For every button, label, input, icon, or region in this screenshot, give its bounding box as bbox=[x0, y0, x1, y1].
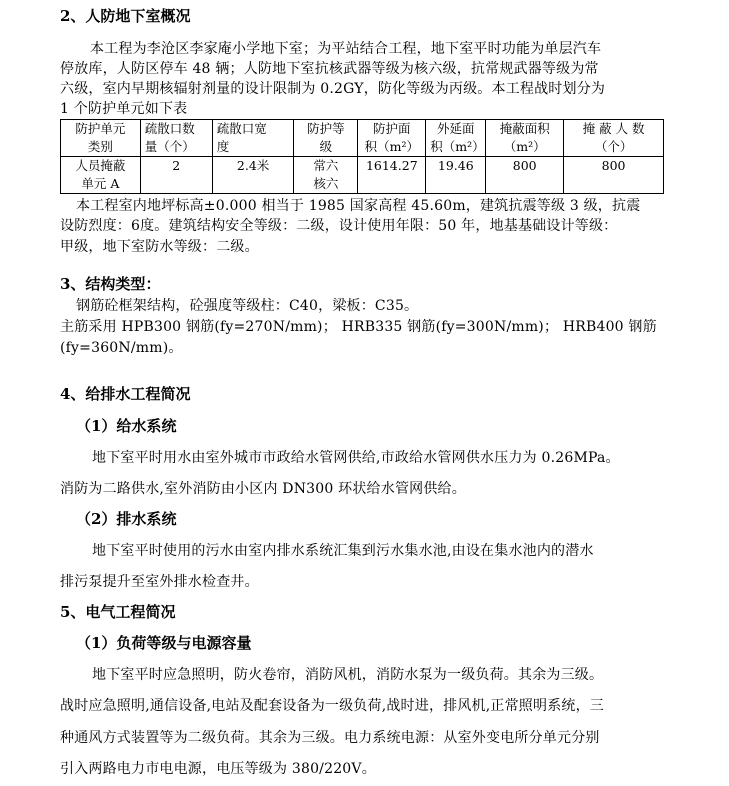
table-header-cell: 疏散口数 量（个） bbox=[140, 120, 212, 157]
section-4-heading: 4、给排水工程简况 bbox=[60, 385, 191, 403]
paragraph-line: 主筋采用 HPB300 钢筋(fy=270N/mm)； HRB335 钢筋(fy=300N/mm)； HRB400 钢筋 bbox=[60, 319, 657, 335]
table-header-cell: 外延面 积（m²） bbox=[426, 120, 486, 157]
table-row bbox=[61, 157, 664, 194]
paragraph-line: 本工程为李沧区李家庵小学地下室；为平站结合工程，地下室平时功能为单层汽车 bbox=[90, 41, 602, 57]
protection-unit-table bbox=[60, 119, 664, 194]
table-cell: 人员掩蔽 单元 A bbox=[61, 157, 141, 194]
table-header-cell: 掩蔽面积 （m²） bbox=[486, 120, 564, 157]
paragraph-line: 1 个防护单元如下表 bbox=[60, 101, 188, 117]
table-cell: 2 bbox=[140, 157, 212, 194]
table-cell: 1614.27 bbox=[358, 157, 426, 194]
table-header-cell: 疏散口宽 度 bbox=[212, 120, 294, 157]
table-cell: 800 bbox=[486, 157, 564, 194]
table-cell: 800 bbox=[564, 157, 664, 194]
paragraph-line: 排污泵提升至室外排水检查井。 bbox=[60, 574, 259, 590]
paragraph-line: 本工程室内地坪标高±0.000 相当于 1985 国家高程 45.60m，建筑抗震等级 3 级，抗震 bbox=[76, 198, 641, 214]
paragraph-line: 种通风方式装置等为二级负荷。其余为三级。电力系统电源：从室外变电所分单元分别 bbox=[60, 730, 600, 746]
table-header-cell: 防护等 级 bbox=[294, 120, 358, 157]
section-2-heading: 2、人防地下室概况 bbox=[60, 7, 191, 25]
table-cell: 常六 核六 bbox=[294, 157, 358, 194]
paragraph-line: 设防烈度：6度。建筑结构安全等级：二级，设计使用年限：50 年，地基基础设计等级： bbox=[60, 218, 618, 234]
paragraph-line: 地下室平时使用的污水由室内排水系统汇集到污水集水池,由设在集水池内的潜水 bbox=[92, 543, 594, 559]
paragraph-line: 停放库，人防区停车 48 辆；人防地下室抗核武器等级为核六级，抗常规武器等级为常 bbox=[60, 61, 599, 77]
paragraph-line: 地下室平时用水由室外城市市政给水管网供给,市政给水管网供水压力为 0.26MPa。 bbox=[92, 450, 620, 466]
section-5-heading: 5、电气工程简况 bbox=[60, 603, 176, 621]
water-supply-heading: （1）给水系统 bbox=[76, 417, 177, 435]
table-cell: 2.4米 bbox=[212, 157, 294, 194]
table-cell: 19.46 bbox=[426, 157, 486, 194]
drainage-heading: （2）排水系统 bbox=[76, 510, 177, 528]
paragraph-line: (fy=360N/mm)。 bbox=[60, 340, 183, 356]
table-header-cell: 防护面 积（m²） bbox=[358, 120, 426, 157]
paragraph-line: 战时应急照明,通信设备,电站及配套设备为一级负荷,战时进，排风机,正常照明系统，三 bbox=[60, 698, 604, 714]
paragraph-line: 钢筋砼框架结构，砼强度等级柱：C40，梁板：C35。 bbox=[76, 298, 419, 314]
paragraph-line: 甲级，地下室防水等级：二级。 bbox=[60, 239, 259, 255]
section-3-heading: 3、结构类型： bbox=[60, 275, 161, 293]
load-level-heading: （1）负荷等级与电源容量 bbox=[76, 634, 252, 652]
paragraph-line: 引入两路电力市电电源，电压等级为 380/220V。 bbox=[60, 761, 376, 777]
paragraph-line: 地下室平时应急照明，防火卷帘，消防风机，消防水泵为一级负荷。其余为三级。 bbox=[92, 667, 604, 683]
paragraph-line: 消防为二路供水,室外消防由小区内 DN300 环状给水管网供给。 bbox=[60, 481, 466, 497]
table-header-cell: 防护单元 类别 bbox=[61, 120, 141, 157]
paragraph-line: 六级，室内早期核辐射剂量的设计限制为 0.2GY，防化等级为丙级。本工程战时划分为 bbox=[60, 81, 606, 97]
table-header-cell: 掩 蔽 人 数 （个） bbox=[564, 120, 664, 157]
table-header-row bbox=[61, 120, 664, 157]
